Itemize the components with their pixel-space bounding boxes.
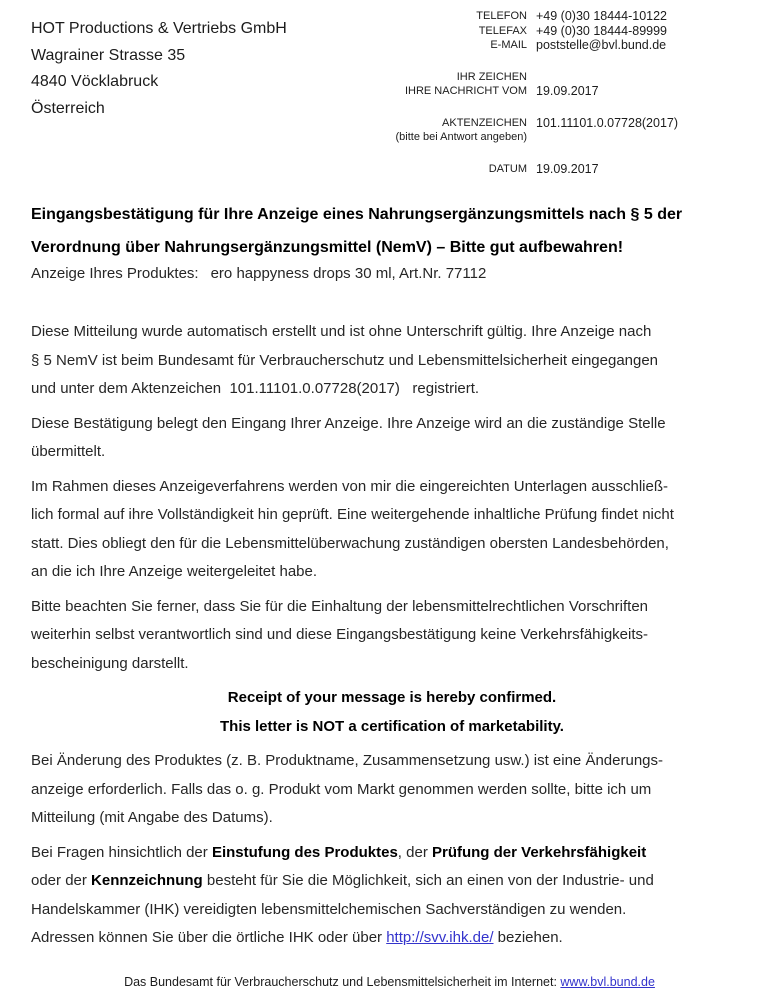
svv-ihk-link[interactable]: http://svv.ihk.de/ [386,929,494,946]
text-segment: Handelskammer (IHK) vereidigten lebensmittelchemischen Sachverständigen zu wenden. [31,900,627,918]
paragraph-line: anzeige erforderlich. Falls das o. g. Produkt vom Markt genommen werden sollte, bitte ich um [31,780,652,798]
meta-value: 19.09.2017 [536,161,599,176]
meta-value: 101.11101.0.07728(2017) [536,115,679,130]
page-footer [0,975,779,990]
product-line-value: ero happyness drops 30 ml, Art.Nr. 77112 [210,265,487,282]
paragraph-line: übermittelt. [31,443,106,460]
paragraph-line: Diese Mitteilung wurde automatisch erstellt und ist ohne Unterschrift gültig. Ihre Anzeige nach [31,323,652,340]
bold-text: Prüfung der Verkehrsfähigkeit [431,843,647,861]
text-segment: , der [397,843,432,861]
recipient-address-block [31,16,287,122]
meta-value [536,130,751,145]
recipient-line: HOT Productions & Vertriebs GmbH [31,20,287,37]
paragraph-line [31,896,753,925]
paragraph-line [31,924,753,953]
meta-group [357,162,751,177]
letter-body [31,318,753,959]
paragraph-line: This letter is NOT a certification of marketability. [220,717,564,735]
meta-label: IHR ZEICHEN [456,70,527,83]
paragraph-2 [31,410,753,467]
paragraph-line [31,867,753,896]
recipient-line: Österreich [31,99,105,117]
meta-sublabel: (bitte bei Antwort angeben) [395,131,527,143]
recipient-line: 4840 Vöcklabruck [31,73,159,90]
bvl-website-link[interactable]: www.bvl.bund.de [560,975,655,989]
text-segment: Adressen können Sie über die örtliche IHK oder über [31,929,387,946]
meta-label: TELEFAX [478,24,527,37]
paragraph-line: weiterhin selbst verantwortlich sind und diese Eingangsbestätigung keine Verkehrsfähigkeits- [31,626,649,643]
paragraph-6 [31,839,753,953]
paragraph-5 [31,747,753,833]
paragraph-line: und unter dem Aktenzeichen 101.11101.0.07728(2017) registriert. [31,380,480,397]
paragraph-line: Receipt of your message is hereby confirmed. [227,689,557,706]
paragraph-line: Im Rahmen dieses Anzeigeverfahrens werden von mir die eingereichten Unterlagen ausschließ- [31,477,669,495]
subject-line: Verordnung über Nahrungsergänzungsmittel (NemV) – Bitte gut aufbewahren! [31,239,624,256]
paragraph-3 [31,473,753,587]
text-segment: besteht für Sie die Möglichkeit, sich an einen von der Industrie- und [202,872,654,889]
product-line-label: Anzeige Ihres Produktes: [31,265,199,282]
meta-value: 19.09.2017 [536,84,599,98]
paragraph-line: Bitte beachten Sie ferner, dass Sie für die Einhaltung der lebensmittelrechtlichen Vorschriften [31,597,649,615]
meta-group [357,116,751,145]
subject-heading [31,198,753,264]
paragraph-line: § 5 NemV ist beim Bundesamt für Verbraucherschutz und Lebensmittelsicherheit eingegangen [31,351,659,369]
paragraph-line: lich formal auf ihre Vollständigkeit hin geprüft. Eine weitergehende inhaltliche Prüfung findet nicht [31,506,674,523]
meta-label: DATUM [488,162,527,175]
text-segment: Bei Fragen hinsichtlich der [31,843,212,861]
meta-value: poststelle@bvl.bund.de [536,38,667,52]
meta-group [357,9,751,53]
paragraph-line: an die ich Ihre Anzeige weitergeleitet habe. [31,563,318,580]
product-line [31,259,486,288]
footer-text: Das Bundesamt für Verbraucherschutz und Lebensmittelsicherheit im Internet: [124,975,561,989]
paragraph-line: Mitteilung (mit Angabe des Datums). [31,809,273,826]
meta-label: IHRE NACHRICHT VOM [404,85,527,97]
meta-block [357,9,751,193]
meta-label: TELEFON [476,10,527,22]
meta-group [357,70,751,99]
paragraph-line: Diese Bestätigung belegt den Eingang Ihrer Anzeige. Ihre Anzeige wird an die zuständige Stelle [31,414,666,432]
subject-line: Eingangsbestätigung für Ihre Anzeige eines Nahrungsergänzungsmittels nach § 5 der [31,206,683,223]
recipient-line: Wagrainer Strasse 35 [31,46,186,64]
text-segment: beziehen. [493,929,563,946]
paragraph-line [31,839,753,868]
meta-label: E-MAIL [490,39,527,51]
paragraph-english-notice [31,684,753,741]
paragraph-line: bescheinigung darstellt. [31,654,189,672]
paragraph-4 [31,593,753,679]
paragraph-1 [31,318,753,404]
paragraph-line: statt. Dies obliegt den für die Lebensmittelüberwachung zuständigen obersten Landesbehörden, [31,534,669,552]
meta-value: +49 (0)30 18444-89999 [536,23,668,38]
text-segment: oder der [31,872,92,889]
bold-text: Einstufung des Produktes [211,843,398,861]
paragraph-line: Bei Änderung des Produktes (z. B. Produktname, Zusammensetzung usw.) ist eine Änderungs- [31,752,663,769]
bold-text: Kennzeichnung [91,872,203,889]
meta-value [536,70,751,85]
meta-value: +49 (0)30 18444-10122 [536,9,668,23]
meta-label: AKTENZEICHEN [442,116,527,129]
